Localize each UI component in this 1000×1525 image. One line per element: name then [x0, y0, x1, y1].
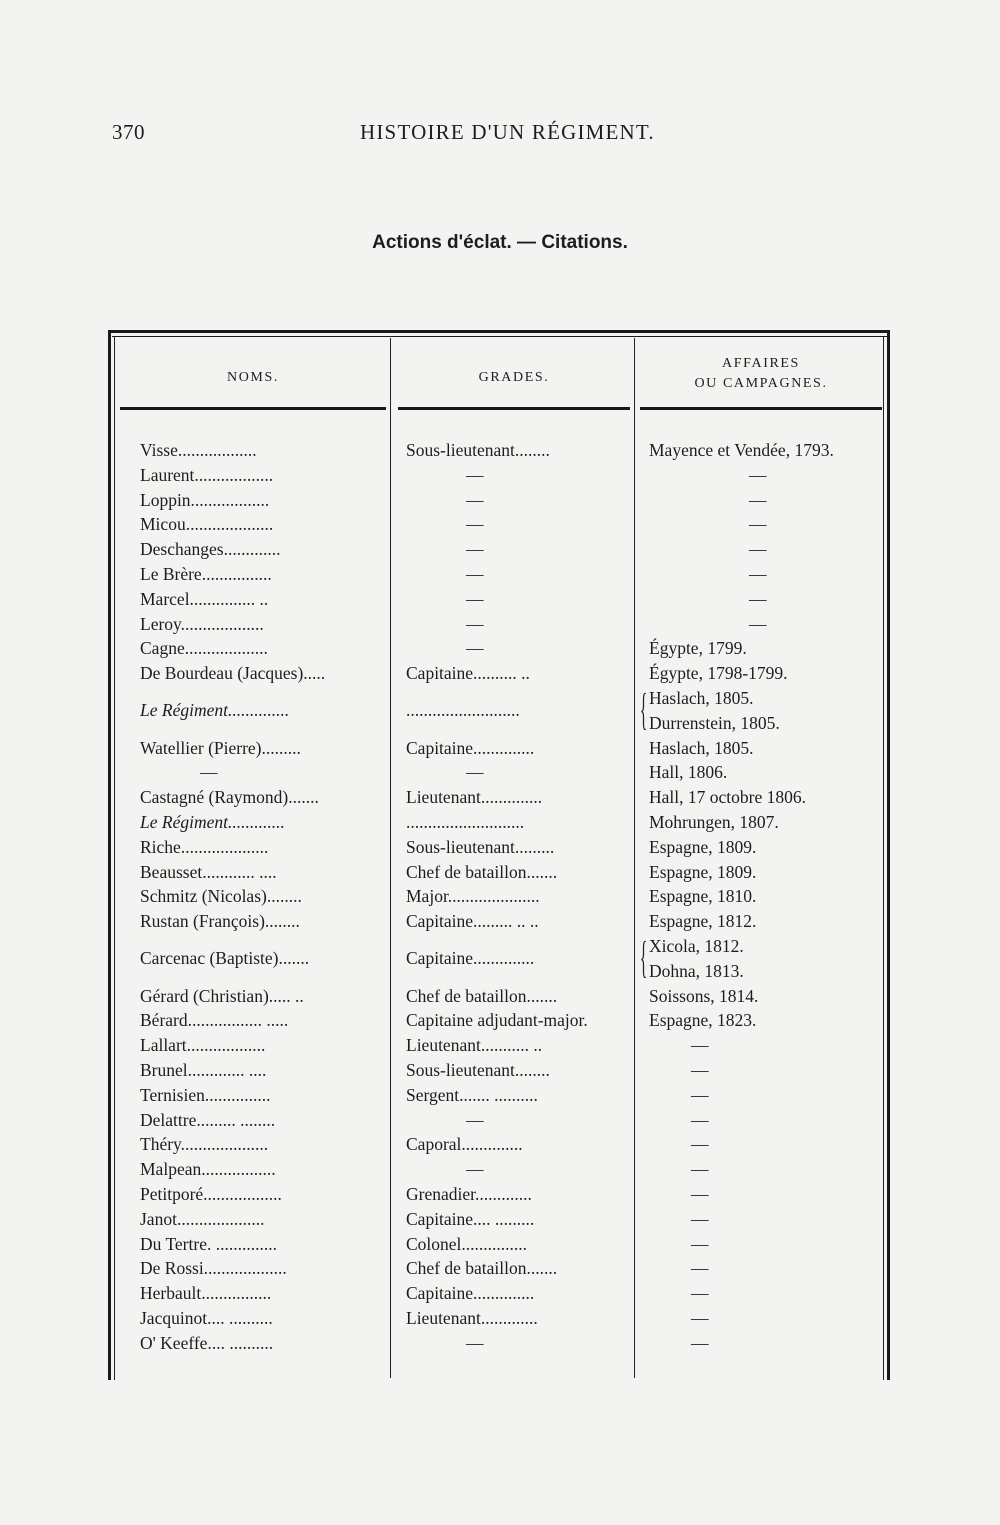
nom-text: Deschanges.............: [140, 539, 281, 560]
cell-affaire: [649, 612, 879, 637]
grade-text: —: [466, 1109, 484, 1130]
table-row: [108, 909, 890, 934]
nom-text: Carcenac (Baptiste).......: [140, 947, 310, 968]
cell-affaire: [649, 1157, 879, 1182]
affaire-text: —: [749, 613, 767, 634]
cell-grade: [406, 884, 616, 909]
cell-affaire: [649, 785, 879, 810]
table-row: [108, 1157, 890, 1182]
cell-nom: [140, 835, 380, 860]
cell-affaire: [649, 984, 879, 1009]
affaire-text: Haslach, 1805.: [649, 737, 754, 758]
header-rule-grades: [398, 407, 630, 410]
nom-text: Delattre......... ........: [140, 1109, 276, 1130]
affaire-text: —: [691, 1059, 709, 1080]
cell-nom: [140, 1281, 380, 1306]
table-row: [108, 636, 890, 661]
grade-text: Sous-lieutenant........: [406, 440, 550, 460]
cell-nom: [140, 1132, 380, 1157]
cell-nom: [140, 1033, 380, 1058]
cell-grade: [406, 909, 616, 934]
affaire-text: —: [691, 1233, 709, 1254]
grade-text: Chef de bataillon.......: [406, 1258, 558, 1279]
cell-nom: [140, 1182, 380, 1207]
cell-grade: [406, 1306, 616, 1331]
cell-nom: [140, 810, 380, 835]
cell-nom: [140, 1331, 380, 1356]
cell-affaire: [649, 463, 879, 488]
nom-text: Le Régiment.............: [140, 811, 285, 832]
cell-affaire: [649, 934, 879, 984]
grade-text: Sous-lieutenant........: [406, 1059, 550, 1080]
cell-affaire: [649, 1306, 879, 1331]
grade-text: —: [466, 514, 484, 535]
table-row: [108, 562, 890, 587]
cell-nom: [140, 612, 380, 637]
table-body: [108, 438, 890, 1355]
cell-grade: [406, 946, 616, 971]
cell-affaire: [649, 1008, 879, 1033]
cell-affaire: [649, 636, 879, 661]
cell-affaire: [649, 587, 879, 612]
cell-grade: [406, 512, 616, 537]
grade-text: Capitaine adjudant-major.: [406, 1010, 588, 1031]
cell-nom: [140, 984, 380, 1009]
cell-grade: [406, 438, 616, 463]
table-top-rule: [110, 330, 890, 333]
grade-text: —: [466, 489, 484, 510]
cell-grade: [406, 1232, 616, 1257]
cell-grade: [406, 860, 616, 885]
column-header-affaires: AFFAIRES: [722, 356, 800, 371]
cell-nom: [140, 562, 380, 587]
table-row: [108, 1207, 890, 1232]
nom-text: Bérard................. .....: [140, 1010, 289, 1031]
affaire-text: —: [749, 489, 767, 510]
nom-text: Petitporé..................: [140, 1183, 282, 1204]
cell-nom: [140, 463, 380, 488]
affaire-text: —: [691, 1183, 709, 1204]
cell-nom: [140, 1207, 380, 1232]
cell-affaire: [649, 562, 879, 587]
nom-text: —: [200, 762, 218, 783]
grade-text: Chef de bataillon.......: [406, 861, 558, 882]
table-row: [108, 1331, 890, 1356]
cell-affaire: [649, 835, 879, 860]
cell-nom: [140, 438, 380, 463]
nom-text: Castagné (Raymond).......: [140, 787, 319, 808]
cell-affaire: [649, 1281, 879, 1306]
brace-glyph: {: [639, 932, 648, 982]
cell-nom: [140, 884, 380, 909]
cell-grade: [406, 760, 616, 785]
nom-text: Micou....................: [140, 514, 274, 535]
cell-affaire: [649, 1083, 879, 1108]
table-row: [108, 463, 890, 488]
cell-affaire: [649, 1232, 879, 1257]
cell-grade: [406, 698, 616, 723]
cell-grade: [406, 587, 616, 612]
nom-text: Riche....................: [140, 836, 269, 857]
cell-grade: [406, 1281, 616, 1306]
affaire-text: Égypte, 1798-1799.: [649, 663, 788, 684]
nom-text: Rustan (François)........: [140, 911, 300, 932]
table-row: [108, 835, 890, 860]
grade-text: —: [466, 464, 484, 485]
cell-grade: [406, 661, 616, 686]
cell-nom: [140, 1108, 380, 1133]
cell-nom: [140, 909, 380, 934]
table-row: [108, 661, 890, 686]
table-row: [108, 612, 890, 637]
table-row: [108, 736, 890, 761]
table-row: [108, 438, 890, 463]
affaire-text: —: [749, 464, 767, 485]
cell-affaire: [649, 884, 879, 909]
cell-grade: [406, 1083, 616, 1108]
cell-affaire: [649, 1256, 879, 1281]
cell-affaire: [649, 909, 879, 934]
nom-text: Herbault................: [140, 1283, 272, 1304]
grade-text: —: [466, 588, 484, 609]
cell-nom: [140, 537, 380, 562]
cell-grade: [406, 1132, 616, 1157]
nom-text: Lallart..................: [140, 1035, 266, 1056]
header-rule-noms: [120, 407, 386, 410]
cell-grade: [406, 984, 616, 1009]
cell-nom: [140, 587, 380, 612]
nom-text: Le Régiment..............: [140, 699, 290, 720]
cell-nom: [140, 698, 380, 723]
nom-text: De Rossi...................: [140, 1258, 287, 1279]
cell-affaire: [649, 810, 879, 835]
nom-text: Gérard (Christian)..... ..: [140, 985, 304, 1006]
section-title: Actions d'éclat. — Citations.: [372, 232, 628, 253]
table-row: [108, 1232, 890, 1257]
affaire-text: Dohna, 1813.: [649, 960, 744, 981]
cell-grade: [406, 488, 616, 513]
grade-text: —: [466, 613, 484, 634]
affaire-text: Hall, 1806.: [649, 762, 728, 783]
column-header-campagnes: OU CAMPAGNES.: [694, 376, 828, 391]
nom-text: Marcel............... ..: [140, 588, 269, 609]
table-row: [108, 1058, 890, 1083]
nom-text: Watellier (Pierre).........: [140, 737, 301, 758]
cell-nom: [140, 636, 380, 661]
cell-grade: [406, 562, 616, 587]
cell-grade: [406, 463, 616, 488]
affaire-text: Haslach, 1805.: [649, 687, 754, 708]
table-row: [108, 984, 890, 1009]
table-top-rule-inner: [112, 336, 888, 337]
column-header-grades: GRADES.: [478, 370, 550, 385]
grade-text: —: [466, 563, 484, 584]
grade-text: —: [466, 1159, 484, 1180]
grade-text: Chef de bataillon.......: [406, 985, 558, 1006]
running-title: HISTOIRE D'UN RÉGIMENT.: [360, 120, 655, 144]
nom-text: De Bourdeau (Jacques).....: [140, 663, 326, 684]
affaire-text: —: [691, 1258, 709, 1279]
cell-nom: [140, 760, 380, 785]
grade-text: Lieutenant........... ..: [406, 1035, 543, 1056]
table-row: [108, 488, 890, 513]
table-row: [108, 884, 890, 909]
affaire-text: Espagne, 1810.: [649, 886, 757, 907]
cell-grade: [406, 736, 616, 761]
table-row: [108, 1083, 890, 1108]
cell-grade: [406, 1182, 616, 1207]
affaire-text: —: [749, 588, 767, 609]
affaire-text: Mayence et Vendée, 1793.: [649, 440, 834, 460]
table-row: [108, 512, 890, 537]
table-row: [108, 934, 890, 984]
grade-text: ...........................: [406, 811, 525, 832]
table-row: [108, 587, 890, 612]
cell-grade: [406, 835, 616, 860]
table-row: [108, 860, 890, 885]
affaire-text: —: [691, 1159, 709, 1180]
grade-text: Capitaine..............: [406, 947, 535, 968]
affaire-text: —: [691, 1307, 709, 1328]
nom-text: O' Keeffe.... ..........: [140, 1332, 274, 1353]
cell-affaire: [649, 537, 879, 562]
cell-grade: [406, 537, 616, 562]
cell-affaire: [649, 1182, 879, 1207]
affaire-text: Espagne, 1809.: [649, 836, 757, 857]
grade-text: Sous-lieutenant.........: [406, 836, 555, 857]
cell-nom: [140, 661, 380, 686]
cell-nom: [140, 488, 380, 513]
grade-text: Capitaine..............: [406, 1283, 535, 1304]
affaire-text: Mohrungen, 1807.: [649, 811, 779, 832]
cell-nom: [140, 512, 380, 537]
nom-text: Théry....................: [140, 1134, 269, 1155]
affaire-text: —: [691, 1208, 709, 1229]
cell-nom: [140, 736, 380, 761]
cell-affaire: [649, 736, 879, 761]
affaire-text: —: [749, 563, 767, 584]
cell-grade: [406, 1058, 616, 1083]
cell-affaire: [649, 860, 879, 885]
grade-text: Lieutenant..............: [406, 787, 543, 808]
cell-grade: [406, 1033, 616, 1058]
cell-grade: [406, 636, 616, 661]
affaire-text: Durrenstein, 1805.: [649, 712, 780, 733]
cell-affaire: [649, 488, 879, 513]
grade-text: —: [466, 762, 484, 783]
affaire-text: —: [691, 1283, 709, 1304]
cell-grade: [406, 612, 616, 637]
nom-text: Visse..................: [140, 440, 257, 460]
grade-text: —: [466, 1332, 484, 1353]
nom-text: Le Brère................: [140, 563, 272, 584]
grade-text: Sergent....... ..........: [406, 1084, 538, 1105]
cell-affaire: [649, 1331, 879, 1356]
table-row: [108, 1033, 890, 1058]
table-row: [108, 686, 890, 736]
cell-grade: [406, 1331, 616, 1356]
cell-grade: [406, 785, 616, 810]
grade-text: Caporal..............: [406, 1134, 523, 1155]
affaire-text: Espagne, 1812.: [649, 911, 757, 932]
cell-nom: [140, 1083, 380, 1108]
affaire-text: —: [691, 1109, 709, 1130]
header-rule-affaires: [640, 407, 882, 410]
grade-text: Capitaine......... .. ..: [406, 911, 539, 932]
table-row: [108, 785, 890, 810]
page-number: 370: [112, 120, 145, 144]
grade-text: Capitaine.......... ..: [406, 663, 530, 684]
cell-affaire: [649, 686, 879, 736]
cell-nom: [140, 1232, 380, 1257]
nom-text: Malpean.................: [140, 1159, 276, 1180]
cell-nom: [140, 1256, 380, 1281]
grade-text: Colonel...............: [406, 1233, 528, 1254]
affaire-text: —: [691, 1134, 709, 1155]
affaire-text: —: [691, 1035, 709, 1056]
nom-text: Laurent..................: [140, 464, 274, 485]
nom-text: Jacquinot.... ..........: [140, 1307, 273, 1328]
table-row: [108, 1108, 890, 1133]
cell-grade: [406, 1108, 616, 1133]
cell-grade: [406, 1157, 616, 1182]
grade-text: —: [466, 638, 484, 659]
nom-text: Leroy...................: [140, 613, 264, 634]
table-row: [108, 537, 890, 562]
table-row: [108, 1182, 890, 1207]
affaire-text: —: [691, 1332, 709, 1353]
cell-affaire: [649, 1207, 879, 1232]
nom-text: Janot....................: [140, 1208, 265, 1229]
cell-affaire: [649, 438, 879, 463]
cell-grade: [406, 1008, 616, 1033]
nom-text: Beausset............ ....: [140, 861, 277, 882]
affaire-text: —: [691, 1084, 709, 1105]
grade-text: Capitaine..............: [406, 737, 535, 758]
cell-nom: [140, 946, 380, 971]
nom-text: Brunel............. ....: [140, 1059, 267, 1080]
cell-grade: [406, 1207, 616, 1232]
grade-text: Grenadier.............: [406, 1183, 532, 1204]
cell-affaire: [649, 1033, 879, 1058]
cell-nom: [140, 1157, 380, 1182]
nom-text: Loppin..................: [140, 489, 270, 510]
cell-affaire: [649, 661, 879, 686]
table-row: [108, 1256, 890, 1281]
cell-affaire: [649, 1058, 879, 1083]
cell-affaire: [649, 1108, 879, 1133]
nom-text: Du Tertre. ..............: [140, 1233, 277, 1254]
citations-table: [108, 330, 890, 1380]
affaire-text: Soissons, 1814.: [649, 985, 759, 1006]
cell-nom: [140, 1058, 380, 1083]
cell-grade: [406, 1256, 616, 1281]
cell-affaire: [649, 1132, 879, 1157]
table-row: [108, 1132, 890, 1157]
cell-affaire: [649, 760, 879, 785]
table-row: [108, 1281, 890, 1306]
affaire-text: Espagne, 1823.: [649, 1010, 757, 1031]
affaire-text: Égypte, 1799.: [649, 638, 747, 659]
brace-glyph: {: [639, 684, 648, 734]
cell-nom: [140, 860, 380, 885]
table-row: [108, 810, 890, 835]
cell-affaire: [649, 512, 879, 537]
nom-text: Ternisien...............: [140, 1084, 271, 1105]
column-header-noms: NOMS.: [227, 370, 279, 385]
cell-nom: [140, 1008, 380, 1033]
affaire-text: Espagne, 1809.: [649, 861, 757, 882]
nom-text: Cagne...................: [140, 638, 268, 659]
nom-text: Schmitz (Nicolas)........: [140, 886, 302, 907]
table-row: [108, 1008, 890, 1033]
affaire-text: —: [749, 514, 767, 535]
cell-nom: [140, 1306, 380, 1331]
grade-text: Lieutenant.............: [406, 1307, 538, 1328]
table-row: [108, 1306, 890, 1331]
affaire-text: Hall, 17 octobre 1806.: [649, 787, 806, 808]
cell-grade: [406, 810, 616, 835]
grade-text: —: [466, 539, 484, 560]
grade-text: Major.....................: [406, 886, 540, 907]
affaire-text: —: [749, 539, 767, 560]
grade-text: ..........................: [406, 699, 520, 720]
cell-nom: [140, 785, 380, 810]
affaire-text: Xicola, 1812.: [649, 935, 744, 956]
table-row: [108, 760, 890, 785]
grade-text: Capitaine.... .........: [406, 1208, 535, 1229]
